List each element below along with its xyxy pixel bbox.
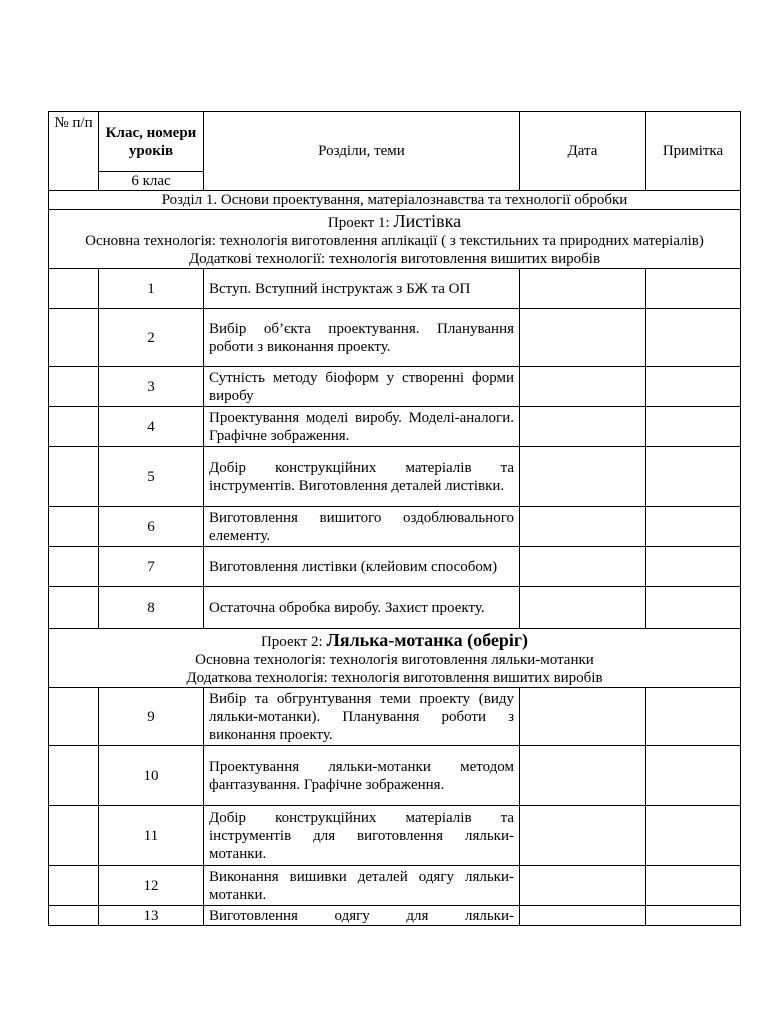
lesson-topic: Проектування ляльки-мотанки методом фантазування. Графічне зображення. <box>204 746 520 806</box>
lesson-number: 7 <box>99 547 204 587</box>
lesson-number: 12 <box>99 866 204 906</box>
header-grade: 6 клас <box>99 172 204 191</box>
table-row <box>49 746 741 806</box>
table-row <box>49 447 741 507</box>
section-title: Розділ 1. Основи проектування, матеріалознавства та технології обробки <box>49 191 741 210</box>
header-num: № п/п <box>49 112 99 191</box>
date-cell <box>520 806 646 866</box>
lesson-number: 9 <box>99 688 204 746</box>
lesson-topic: Сутність методу біоформ у створенні форми виробу <box>204 367 520 407</box>
note-cell <box>646 806 741 866</box>
lesson-number: 8 <box>99 587 204 629</box>
note-cell <box>646 269 741 309</box>
lesson-topic: Виготовлення одягу для ляльки- <box>204 906 520 926</box>
lesson-number: 1 <box>99 269 204 309</box>
header-sections: Розділи, теми <box>204 112 520 191</box>
project-1-title: Проект 1: Листівка <box>327 211 462 231</box>
header-class-lessons: Клас, номери уроків <box>99 112 204 172</box>
table-row <box>49 866 741 906</box>
table-row <box>49 547 741 587</box>
project-2-title: Проект 2: Лялька-мотанка (оберіг) <box>260 630 529 650</box>
table-row <box>49 587 741 629</box>
table-row <box>49 906 741 926</box>
note-cell <box>646 746 741 806</box>
project-heading-row <box>49 629 741 688</box>
section-row <box>49 191 741 210</box>
date-cell <box>520 688 646 746</box>
date-cell <box>520 587 646 629</box>
project-1-name: Листівка <box>393 211 462 231</box>
lesson-topic: Остаточна обробка виробу. Захист проекту. <box>204 587 520 629</box>
note-cell <box>646 587 741 629</box>
lesson-number: 2 <box>99 309 204 367</box>
table-row <box>49 367 741 407</box>
project-heading-row <box>49 210 741 269</box>
header-date: Дата <box>520 112 646 191</box>
project-1-main-tech: Основна технологія: технологія виготовлення аплікації ( з текстильних та природних матеріалів) <box>85 233 704 249</box>
note-cell <box>646 688 741 746</box>
note-cell <box>646 507 741 547</box>
lesson-number: 4 <box>99 407 204 447</box>
date-cell <box>520 269 646 309</box>
table-row <box>49 507 741 547</box>
project-1-extra-tech: Додаткові технології: технологія виготовлення вишитих виробів <box>188 251 601 267</box>
lesson-topic: Вибір та обгрунтування теми проекту (виду ляльки-мотанки). Планування роботи з виконання проекту. <box>204 688 520 746</box>
lesson-topic: Виготовлення листівки (клейовим способом) <box>204 547 520 587</box>
date-cell <box>520 746 646 806</box>
date-cell <box>520 507 646 547</box>
project-2-name: Лялька-мотанка (оберіг) <box>326 630 529 650</box>
date-cell <box>520 407 646 447</box>
date-cell <box>520 906 646 926</box>
date-cell <box>520 367 646 407</box>
note-cell <box>646 906 741 926</box>
project-2-main-tech: Основна технологія: технологія виготовлення ляльки-мотанки <box>195 652 594 668</box>
date-cell <box>520 547 646 587</box>
lesson-number: 6 <box>99 507 204 547</box>
note-cell <box>646 547 741 587</box>
lesson-number: 5 <box>99 447 204 507</box>
note-cell <box>646 447 741 507</box>
note-cell <box>646 309 741 367</box>
table-header-row <box>49 112 741 172</box>
date-cell <box>520 866 646 906</box>
lesson-number: 3 <box>99 367 204 407</box>
lesson-topic: Вступ. Вступний інструктаж з БЖ та ОП <box>204 269 520 309</box>
table-row <box>49 269 741 309</box>
lesson-topic: Виконання вишивки деталей одягу ляльки-мотанки. <box>204 866 520 906</box>
table-row <box>49 309 741 367</box>
lesson-number: 10 <box>99 746 204 806</box>
lesson-number: 13 <box>99 906 204 926</box>
lesson-topic: Добір конструкційних матеріалів та інструментів. Виготовлення деталей листівки. <box>204 447 520 507</box>
note-cell <box>646 866 741 906</box>
lesson-topic: Проектування моделі виробу. Моделі-аналоги. Графічне зображення. <box>204 407 520 447</box>
lesson-topic: Виготовлення вишитого оздоблювального елементу. <box>204 507 520 547</box>
project-2-extra-tech: Додаткова технологія: технологія виготовлення вишитих виробів <box>186 670 603 686</box>
lesson-topic: Добір конструкційних матеріалів та інструментів для виготовлення ляльки-мотанки. <box>204 806 520 866</box>
lesson-topic: Вибір об’єкта проектування. Планування роботи з виконання проекту. <box>204 309 520 367</box>
table-row <box>49 688 741 746</box>
date-cell <box>520 447 646 507</box>
note-cell <box>646 367 741 407</box>
project-2-heading <box>49 629 741 688</box>
project-1-heading <box>49 210 741 269</box>
date-cell <box>520 309 646 367</box>
note-cell <box>646 407 741 447</box>
table-row <box>49 806 741 866</box>
lesson-number: 11 <box>99 806 204 866</box>
curriculum-table <box>48 111 741 926</box>
header-note: Примітка <box>646 112 741 191</box>
table-row <box>49 407 741 447</box>
